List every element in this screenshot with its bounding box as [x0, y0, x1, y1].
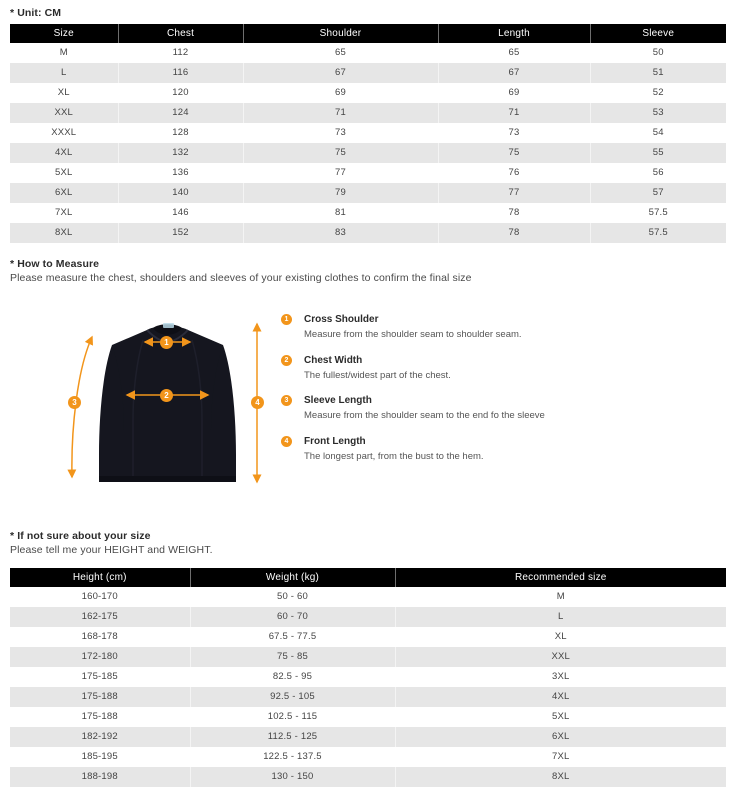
col-header-length: Length — [438, 24, 590, 43]
how-to-measure-title: * How to Measure — [10, 258, 100, 270]
legend-item-chest-width — [281, 354, 581, 383]
table-row — [10, 203, 726, 223]
cell-shoulder: 75 — [243, 143, 438, 163]
recommend-table — [10, 568, 726, 787]
cell-sleeve: 55 — [652, 147, 664, 158]
cell-shoulder: 81 — [243, 203, 438, 223]
cell-chest: 112 — [118, 43, 243, 63]
cell-length: 77 — [438, 183, 590, 203]
table-row — [10, 647, 726, 667]
cell-size: XXXL — [10, 123, 118, 143]
col-header-sleeve: Sleeve — [590, 24, 726, 43]
cell-shoulder: 69 — [243, 83, 438, 103]
table-row — [10, 63, 726, 83]
recommend-table-header-row — [10, 568, 726, 587]
cell-weight: 112.5 - 125 — [190, 727, 395, 747]
cell-length: 71 — [438, 103, 590, 123]
diagram-badge-2: 2 — [160, 389, 173, 402]
cell-chest: 128 — [118, 123, 243, 143]
cell-shoulder: 73 — [243, 123, 438, 143]
cell-sleeve: 52 — [652, 87, 664, 98]
table-row — [10, 83, 726, 103]
legend-badge-4: 4 — [281, 436, 292, 447]
cell-height: 175-185 — [10, 667, 190, 687]
cell-size: 4XL — [551, 691, 570, 702]
diagram-badge-1: 1 — [160, 336, 173, 349]
cell-size: 6XL — [10, 183, 118, 203]
legend-item-cross-shoulder — [281, 313, 581, 342]
measurement-diagram-block — [0, 310, 736, 525]
cell-sleeve: 51 — [652, 67, 664, 78]
cell-size: XL — [10, 83, 118, 103]
cell-size: XXL — [551, 651, 571, 662]
cell-size: 3XL — [551, 671, 570, 682]
cell-sleeve: 57.5 — [648, 207, 668, 218]
cell-size: 7XL — [10, 203, 118, 223]
legend-title-cross-shoulder: Cross Shoulder — [304, 314, 379, 325]
cell-size: 6XL — [551, 731, 570, 742]
table-row — [10, 687, 726, 707]
cell-length: 65 — [438, 43, 590, 63]
cell-height: 182-192 — [10, 727, 190, 747]
size-table-wrapper — [0, 24, 736, 243]
table-row — [10, 667, 726, 687]
table-row — [10, 123, 726, 143]
cell-weight: 50 - 60 — [190, 587, 395, 607]
cell-size: M — [10, 43, 118, 63]
not-sure-note — [0, 529, 736, 558]
cell-size: M — [556, 591, 565, 602]
diagram-badge-4: 4 — [251, 396, 264, 409]
legend-desc-sleeve-length: Measure from the shoulder seam to the end fo the sleeve — [304, 410, 545, 421]
cell-shoulder: 77 — [243, 163, 438, 183]
cell-size: 4XL — [10, 143, 118, 163]
cell-size: 5XL — [551, 711, 570, 722]
table-row — [10, 183, 726, 203]
legend-desc-cross-shoulder: Measure from the shoulder seam to shoulder seam. — [304, 329, 522, 340]
how-to-measure-subtitle: Please measure the chest, shoulders and sleeves of your existing clothes to confirm the final size — [10, 272, 472, 284]
cell-height: 168-178 — [10, 627, 190, 647]
cell-size: 8XL — [10, 223, 118, 243]
cell-shoulder: 79 — [243, 183, 438, 203]
table-row — [10, 163, 726, 183]
cell-sleeve: 53 — [652, 107, 664, 118]
cell-shoulder: 67 — [243, 63, 438, 83]
table-row — [10, 223, 726, 243]
measure-legend — [281, 313, 581, 475]
table-row — [10, 747, 726, 767]
cell-length: 69 — [438, 83, 590, 103]
cell-height: 185-195 — [10, 747, 190, 767]
how-to-measure-note — [0, 257, 736, 286]
cell-length: 75 — [438, 143, 590, 163]
cell-sleeve: 56 — [652, 167, 664, 178]
cell-chest: 116 — [118, 63, 243, 83]
table-row — [10, 767, 726, 787]
legend-title-chest-width: Chest Width — [304, 354, 363, 366]
not-sure-subtitle: Please tell me your HEIGHT and WEIGHT. — [10, 544, 213, 556]
col-header-weight: Weight (kg) — [190, 568, 395, 587]
legend-title-sleeve-length: Sleeve Length — [304, 395, 372, 406]
cell-size: 7XL — [551, 751, 570, 762]
cell-length: 76 — [438, 163, 590, 183]
cell-size: 8XL — [551, 771, 570, 782]
cell-height: 188-198 — [10, 767, 190, 787]
table-row — [10, 43, 726, 63]
table-row — [10, 607, 726, 627]
cell-height: 160-170 — [10, 587, 190, 607]
unit-note — [0, 0, 736, 20]
not-sure-title: * If not sure about your size — [10, 530, 151, 542]
cell-sleeve: 54 — [652, 127, 664, 138]
cell-weight: 102.5 - 115 — [190, 707, 395, 727]
table-row — [10, 587, 726, 607]
legend-badge-3: 3 — [281, 395, 292, 406]
cell-height: 175-188 — [10, 687, 190, 707]
cell-weight: 82.5 - 95 — [190, 667, 395, 687]
legend-desc-front-length: The longest part, from the bust to the hem. — [304, 450, 484, 462]
legend-desc-chest-width: The fullest/widest part of the chest. — [304, 369, 451, 381]
cell-chest: 120 — [118, 83, 243, 103]
cell-weight: 75 - 85 — [190, 647, 395, 667]
cell-weight: 60 - 70 — [190, 607, 395, 627]
cell-weight: 130 - 150 — [190, 767, 395, 787]
cell-shoulder: 71 — [243, 103, 438, 123]
cell-length: 67 — [438, 63, 590, 83]
col-header-chest: Chest — [118, 24, 243, 43]
table-row — [10, 627, 726, 647]
cell-size: XXL — [10, 103, 118, 123]
sweater-illustration — [55, 310, 280, 515]
unit-note-title: * Unit: CM — [10, 7, 62, 19]
col-header-shoulder: Shoulder — [243, 24, 438, 43]
table-row — [10, 727, 726, 747]
size-table-header-row — [10, 24, 726, 43]
legend-item-sleeve-length — [281, 394, 581, 423]
legend-item-front-length — [281, 435, 581, 464]
table-row — [10, 143, 726, 163]
table-row — [10, 103, 726, 123]
legend-title-front-length: Front Length — [304, 435, 366, 447]
col-header-height: Height (cm) — [10, 568, 190, 587]
cell-weight: 122.5 - 137.5 — [190, 747, 395, 767]
cell-weight: 67.5 - 77.5 — [190, 627, 395, 647]
table-row — [10, 707, 726, 727]
cell-size: 5XL — [10, 163, 118, 183]
col-header-recommended: Recommended size — [395, 568, 726, 587]
cell-height: 172-180 — [10, 647, 190, 667]
cell-weight: 92.5 - 105 — [190, 687, 395, 707]
cell-length: 78 — [438, 223, 590, 243]
cell-chest: 152 — [118, 223, 243, 243]
cell-shoulder: 83 — [243, 223, 438, 243]
size-table — [10, 24, 726, 243]
cell-sleeve: 57.5 — [648, 227, 668, 238]
legend-badge-2: 2 — [281, 355, 292, 366]
cell-size: XL — [554, 631, 567, 642]
col-header-size: Size — [10, 24, 118, 43]
diagram-badge-3: 3 — [68, 396, 81, 409]
cell-length: 73 — [438, 123, 590, 143]
cell-height: 162-175 — [10, 607, 190, 627]
recommend-table-wrapper — [0, 568, 736, 787]
cell-sleeve: 57 — [652, 187, 664, 198]
cell-chest: 140 — [118, 183, 243, 203]
cell-chest: 146 — [118, 203, 243, 223]
cell-chest: 132 — [118, 143, 243, 163]
cell-size: L — [558, 611, 564, 622]
cell-length: 78 — [438, 203, 590, 223]
cell-sleeve: 50 — [652, 47, 664, 58]
legend-badge-1: 1 — [281, 314, 292, 325]
cell-chest: 136 — [118, 163, 243, 183]
cell-height: 175-188 — [10, 707, 190, 727]
cell-size: L — [10, 63, 118, 83]
cell-chest: 124 — [118, 103, 243, 123]
cell-shoulder: 65 — [243, 43, 438, 63]
